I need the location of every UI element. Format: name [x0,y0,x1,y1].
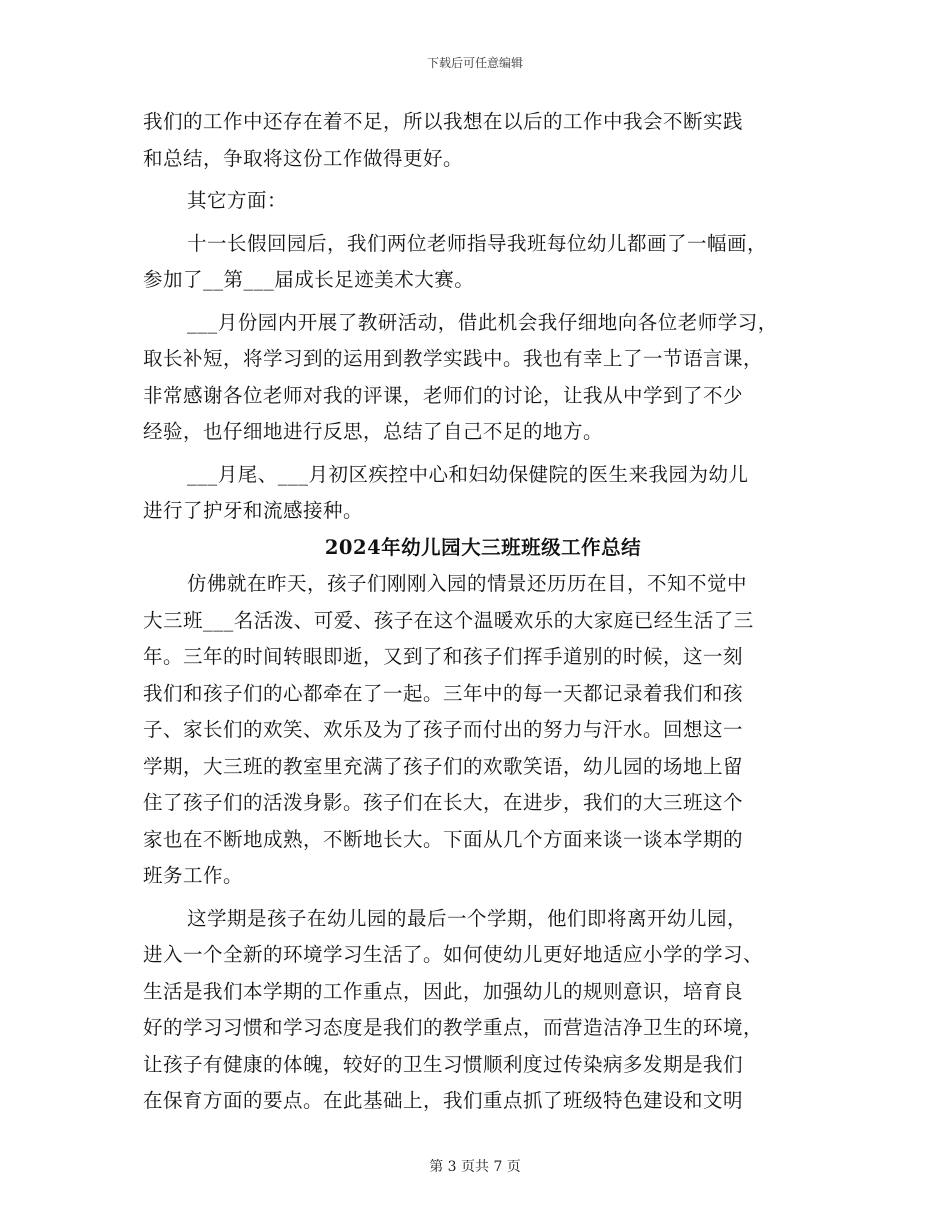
text-line: 我们和孩子们的心都牵在了一起。三年中的每一天都记录着我们和孩 [143,681,744,705]
text-line: 住了孩子们的活泼身影。孩子们在长大，在进步，我们的大三班这个 [143,791,744,814]
text-line: 仿佛就在昨天，孩子们刚刚入园的情景还历历在目，不知不觉中 [187,572,748,595]
paragraph [143,566,823,895]
text-line: 让孩子有健康的体魄，较好的卫生习惯顺利度过传染病多发期是我们 [143,1052,744,1076]
text-line: 子、家长们的欢笑、欢乐及为了孩子而付出的努力与汗水。回想这一 [143,718,744,741]
text-line: 好的学习习惯和学习态度是我们的教学重点，而营造洁净卫生的环境， [143,1016,764,1039]
text-line: 家也在不断地成熟，不断地长大。下面从几个方面来谈一谈本学期的 [143,827,744,851]
text-line: 生活是我们本学期的工作重点，因此，加强幼儿的规则意识，培育良 [143,979,744,1003]
text-line: 班务工作。 [143,864,244,887]
text-line: 学期，大三班的教室里充满了孩子们的欢歌笑语，幼儿园的场地上留 [143,754,744,778]
text-line: 在保育方面的要点。在此基础上，我们重点抓了班级特色建设和文明 [143,1089,744,1112]
paragraph [143,226,823,299]
text-line: 进行了护牙和流感接种。 [143,499,364,522]
text-line: 非常感谢各位老师对我的评课，老师们的讨论，让我从中学到了不少 [143,383,744,407]
page-header-note: 下载后可任意编辑 [426,56,523,70]
paragraph [143,305,823,451]
text-line: 大三班___名活泼、可爱、孩子在这个温暖欢乐的大家庭已经生活了三 [143,608,754,632]
text-line: 这学期是孩子在幼儿园的最后一个学期，他们即将离开幼儿园， [187,906,748,930]
text-line: 进入一个全新的环境学习生活了。如何使幼儿更好地适应小学的学习、 [143,943,764,966]
page-number: 第 3 页共 7 页 [429,1159,521,1175]
paragraph [143,104,823,177]
text-line: 十一长假回园后，我们两位老师指导我班每位幼儿都画了一幅画， [187,231,768,255]
text-line: 其它方面： [187,189,288,212]
text-line: 取长补短，将学习到的运用到教学实践中。我也有幸上了一节语言课， [143,347,764,370]
paragraph [143,457,823,530]
text-line: 参加了__第___届成长足迹美术大赛。 [143,268,475,291]
document-body [143,104,823,1120]
text-line: 年。三年的时间转眼即逝，又到了和孩子们挥手道别的时候，这一刻 [143,645,744,668]
text-line: ___月份园内开展了教研活动，借此机会我仔细地向各位老师学习， [187,310,778,334]
text-line: 我们的工作中还存在着不足，所以我想在以后的工作中我会不断实践 [143,110,744,133]
text-line: 和总结，争取将这份工作做得更好。 [143,146,464,170]
section-title: 2024年幼儿园大三班班级工作总结 [324,535,642,559]
paragraph [143,183,823,220]
paragraph [143,901,823,1120]
text-line: 经验，也仔细地进行反思，总结了自己不足的地方。 [143,420,604,443]
text-line: ___月尾、___月初区疾控中心和妇幼保健院的医生来我园为幼儿 [187,462,749,486]
